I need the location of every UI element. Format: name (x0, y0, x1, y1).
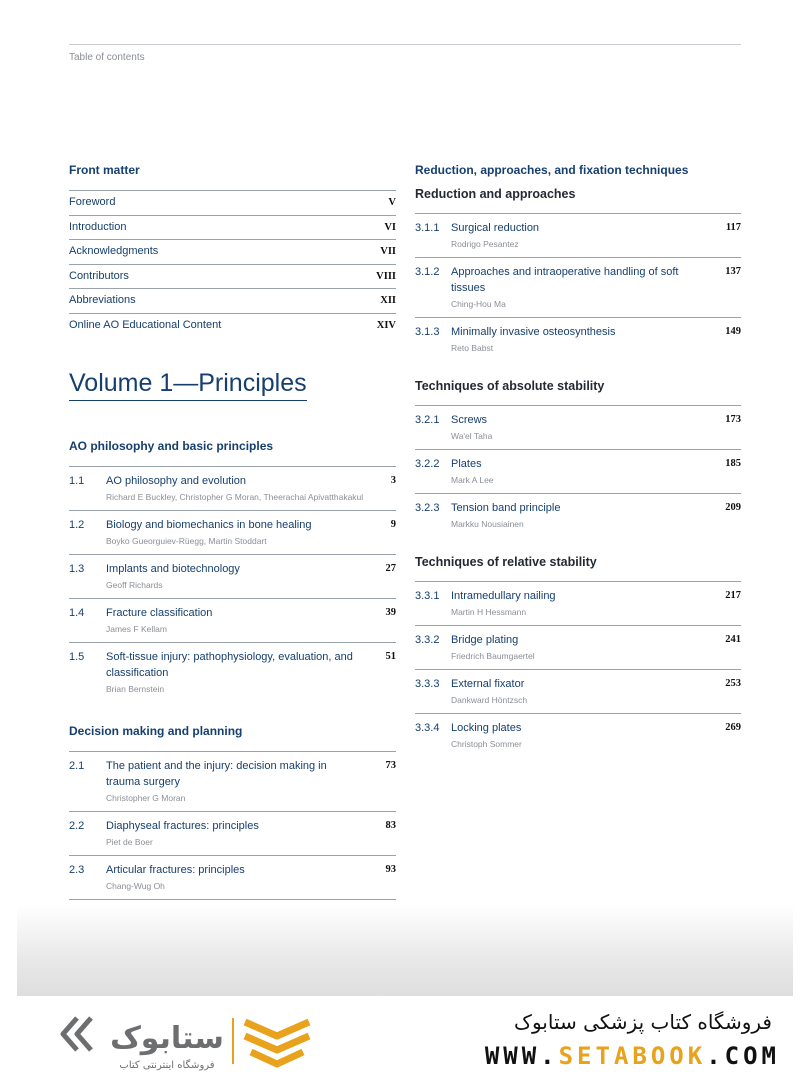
chapter-author: Brian Bernstein (106, 684, 165, 694)
chapter-author: Chang-Wug Oh (106, 881, 165, 891)
toc-entry[interactable] (415, 214, 741, 258)
chapter-title: Plates (451, 458, 482, 470)
logo-word: ستابوک (110, 1021, 224, 1056)
item-label: Online AO Educational Content (69, 318, 222, 331)
toc-entry[interactable] (69, 752, 396, 812)
front-matter-item[interactable] (69, 265, 396, 290)
running-header (69, 44, 741, 63)
running-title: Table of contents (69, 52, 145, 63)
chapter-title: External fixator (451, 678, 525, 690)
chapter-number: 3.1.1 (415, 222, 440, 234)
toc-entry[interactable] (69, 856, 396, 900)
chapter-number: 3.2.1 (415, 414, 440, 426)
chapter-author: Dankward Höntzsch (451, 695, 528, 705)
chapter-author: Friedrich Baumgaertel (451, 651, 535, 661)
item-label: Introduction (69, 220, 127, 233)
toc-entry[interactable] (415, 450, 741, 494)
chapter-title: Diaphyseal fractures: principles (106, 820, 259, 832)
chapter-number: 3.3.3 (415, 678, 440, 690)
page-number: 9 (390, 519, 396, 530)
toc-entry[interactable] (69, 643, 396, 702)
page-number: 269 (725, 722, 741, 733)
chapter-author: Richard E Buckley, Christopher G Moran, Theerachai Apivatthakakul (106, 492, 364, 502)
toc-entry[interactable] (415, 582, 741, 626)
chapter-author: Geoff Richards (106, 580, 163, 590)
chapter-number: 1.4 (69, 607, 85, 619)
toc-entry[interactable] (69, 599, 396, 643)
page-number: V (388, 197, 396, 208)
section-title: AO philosophy and basic principles (69, 439, 274, 453)
chapter-author: Markku Nousiainen (451, 519, 524, 529)
logo-caption: فروشگاه اینترنتی کتاب (119, 1060, 215, 1071)
chapter-author: James F Kellam (106, 624, 167, 634)
page-number: 117 (725, 222, 741, 233)
item-label: Foreword (69, 196, 116, 208)
page-number: 3 (390, 475, 396, 486)
chapter-title: Biology and biomechanics in bone healing (106, 519, 312, 531)
chapter-number: 3.1.2 (415, 266, 440, 278)
setabook-logo (55, 1010, 315, 1072)
toc-entry[interactable] (415, 494, 741, 537)
chapter-author: Christopher G Moran (106, 793, 186, 803)
chapter-author: Reto Babst (451, 343, 494, 353)
chapter-number: 2.3 (69, 864, 85, 876)
chapter-title: Bridge plating (451, 634, 519, 646)
chapter-title: The patient and the injury: decision making in trauma surgery (106, 760, 327, 788)
chapter-author: Wa'el Taha (451, 431, 493, 441)
item-label: Contributors (69, 269, 129, 282)
chapter-number: 1.1 (69, 475, 85, 487)
toc-entry[interactable] (415, 626, 741, 670)
toc-entry[interactable] (415, 714, 741, 757)
relative-stability-list (415, 581, 741, 757)
chapter-number: 1.3 (69, 563, 85, 575)
page-number: 27 (385, 563, 396, 574)
absolute-stability-list (415, 405, 741, 537)
front-matter-list (69, 190, 396, 337)
front-matter-item[interactable] (69, 314, 396, 338)
chapter-author: Boyko Gueorguiev-Rüegg, Martin Stoddart (106, 536, 267, 546)
toc-entry[interactable] (415, 318, 741, 361)
item-label: Acknowledgments (69, 245, 159, 257)
page-number: 51 (385, 651, 396, 662)
chapter-title: Soft-tissue injury: pathophysiology, evaluation, and classification (106, 651, 353, 679)
toc-entry[interactable] (415, 406, 741, 450)
page-bottom-fade (17, 905, 793, 997)
chapter-number: 2.1 (69, 760, 85, 772)
front-matter-item[interactable] (69, 191, 396, 216)
subsection-title: Reduction and approaches (415, 187, 576, 201)
site-url[interactable] (485, 1042, 780, 1070)
site-suffix: .COM (706, 1042, 780, 1070)
toc-entry[interactable] (415, 670, 741, 714)
site-highlight: SETABOOK (558, 1042, 707, 1070)
philosophy-list (69, 466, 396, 702)
page-number: VII (380, 246, 396, 257)
reduction-approaches-list (415, 213, 741, 361)
chapter-title: Locking plates (451, 722, 522, 734)
page-number: VIII (376, 270, 396, 282)
chapter-title: Screws (451, 414, 488, 426)
subsection-title: Techniques of absolute stability (415, 379, 605, 393)
chapter-title: Fracture classification (106, 607, 213, 619)
right-column (415, 163, 741, 757)
section-title: Reduction, approaches, and fixation techniques (415, 163, 689, 177)
toc-entry[interactable] (69, 555, 396, 599)
front-matter-title: Front matter (69, 163, 140, 177)
toc-entry[interactable] (69, 511, 396, 555)
chapter-number: 1.2 (69, 519, 85, 531)
page-number: XII (380, 295, 396, 306)
page-number: 217 (725, 590, 741, 601)
page-number: VI (384, 221, 396, 233)
site-prefix: WWW. (484, 1042, 559, 1070)
chapter-author: Christoph Sommer (451, 739, 522, 749)
watermark-banner (0, 996, 810, 1080)
chapter-title: Surgical reduction (451, 222, 540, 234)
chapter-title: Tension band principle (451, 502, 561, 514)
chapter-number: 3.3.1 (415, 590, 440, 602)
volume-title: Volume 1—Principles (69, 369, 307, 401)
chapter-title: AO philosophy and evolution (106, 475, 247, 487)
item-label: Abbreviations (69, 294, 136, 306)
chapter-number: 3.1.3 (415, 326, 440, 338)
subsection-title: Techniques of relative stability (415, 555, 597, 569)
front-matter-item[interactable] (69, 216, 396, 241)
chapter-title: Articular fractures: principles (106, 864, 245, 876)
page-number: XIV (376, 319, 396, 331)
page-number: 173 (725, 414, 741, 425)
chapter-title: Intramedullary nailing (451, 590, 556, 602)
toc-entry[interactable] (415, 258, 741, 318)
section-title: Decision making and planning (69, 724, 243, 738)
page-number: 73 (385, 760, 396, 771)
chapter-number: 3.2.3 (415, 502, 440, 514)
page-number: 83 (385, 820, 396, 831)
toc-entry[interactable] (69, 467, 396, 511)
page-number: 241 (725, 634, 741, 645)
toc-entry[interactable] (69, 812, 396, 856)
page-number: 149 (725, 326, 741, 337)
chapter-title: Implants and biotechnology (106, 563, 240, 575)
page-number: 253 (725, 678, 741, 689)
page-number: 209 (725, 502, 741, 513)
front-matter-item[interactable] (69, 240, 396, 265)
page-number: 185 (725, 458, 741, 469)
chapter-number: 3.2.2 (415, 458, 440, 470)
chapter-number: 1.5 (69, 651, 85, 663)
chapter-author: Ching-Hou Ma (451, 299, 506, 309)
chapter-number: 3.3.2 (415, 634, 440, 646)
chapter-author: Martin H Hessmann (451, 607, 527, 617)
chapter-author: Mark A Lee (451, 475, 494, 485)
page-number: 137 (725, 266, 741, 277)
page-number: 93 (385, 864, 396, 875)
chapter-number: 3.3.4 (415, 722, 440, 734)
chapter-number: 2.2 (69, 820, 85, 832)
page-number: 39 (385, 607, 396, 618)
chapter-author: Piet de Boer (106, 837, 153, 847)
chapter-title: Minimally invasive osteosynthesis (451, 326, 616, 338)
chapter-title: Approaches and intraoperative handling of soft tissues (451, 266, 679, 294)
shop-name: فروشگاه کتاب پزشکی ستابوک (514, 1010, 772, 1034)
chapter-author: Rodrigo Pesantez (451, 239, 519, 249)
left-column (69, 163, 396, 943)
front-matter-item[interactable] (69, 289, 396, 314)
